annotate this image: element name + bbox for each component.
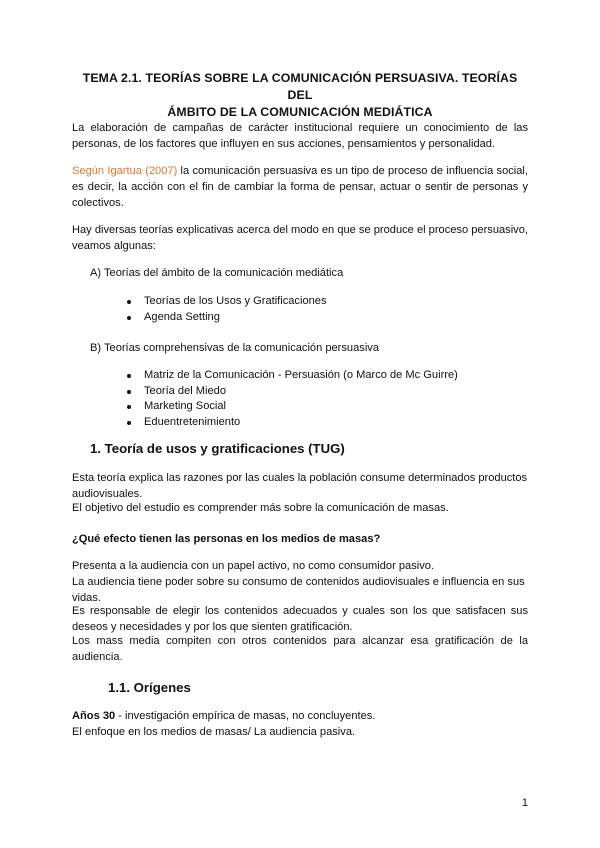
list-item: Teoría del Miedo (124, 384, 458, 400)
title-line-1: TEMA 2.1. TEORÍAS SOBRE LA COMUNICACIÓN PERSUASIVA. TEORÍAS DEL (82, 71, 518, 102)
answer-paragraph-4: Los mass media compiten con otros contenidos para alcanzar esa gratificación de la audiencia. (72, 635, 528, 663)
intro-paragraph: La elaboración de campañas de carácter institucional requiere un conocimiento de las personas, de los factores que influyen en sus acciones, pensamientos y personalidad. (72, 122, 528, 150)
list-item: Eduentretenimiento (124, 415, 458, 431)
theories-intro-paragraph: Hay diversas teorías explicativas acerca del modo en que se produce el proceso persuasivo, veamos algunas: (72, 224, 528, 252)
list-a-heading: A) Teorías del ámbito de la comunicación mediática (90, 267, 344, 279)
list-item: Matriz de la Comunicación - Persuasión (o Marco de Mc Guirre) (124, 368, 458, 384)
section-1-paragraph-2: El objetivo del estudio es comprender más sobre la comunicación de masas. (72, 502, 449, 514)
section-1-paragraph-1: Esta teoría explica las razones por las cuales la población consume determinados productos audiovisuales. (72, 472, 528, 500)
origins-paragraph-2: El enfoque en los medios de masas/ La audiencia pasiva. (72, 726, 356, 738)
question-heading: ¿Qué efecto tienen las personas en los medios de masas? (72, 533, 381, 545)
page-number: 1 (521, 797, 528, 809)
answer-paragraph-1: Presenta a la audiencia con un papel activo, no como consumidor pasivo. (72, 560, 434, 572)
list-b-heading: B) Teorías comprehensivas de la comunicación persuasiva (90, 342, 379, 354)
origins-paragraph-1 (72, 708, 528, 724)
origins-text: - investigación empírica de masas, no concluyentes. (115, 710, 376, 722)
title-line-2: ÁMBITO DE LA COMUNICACIÓN MEDIÁTICA (167, 105, 433, 119)
list-item: Teorías de los Usos y Gratificaciones (124, 294, 327, 310)
igartua-text: la comunicación persuasiva es un tipo de proceso de influencia social, es decir, la acción con el fin de cambiar la forma de pensar, actuar o sentir de personas y colectivos. (72, 165, 528, 209)
list-a-bullets (124, 294, 327, 325)
igartua-paragraph (72, 163, 528, 211)
list-b-bullets (124, 368, 458, 430)
answer-paragraph-2: La audiencia tiene poder sobre su consumo de contenidos audiovisuales e influencia en sus vidas. (72, 576, 525, 604)
origins-year: Años 30 (72, 710, 116, 722)
answer-paragraph-3: Es responsable de elegir los contenidos adecuados y cuales son los que satisfacen sus deseos y necesidades y por los que sienten gratificación. (72, 605, 528, 633)
document-title (72, 70, 528, 121)
list-item: Agenda Setting (124, 310, 327, 326)
list-item: Marketing Social (124, 399, 458, 415)
subsection-1-1-heading: 1.1. Orígenes (108, 680, 191, 695)
section-1-heading: 1. Teoría de usos y gratificaciones (TUG) (90, 441, 345, 456)
igartua-reference: Según Igartua (2007) (72, 165, 178, 177)
